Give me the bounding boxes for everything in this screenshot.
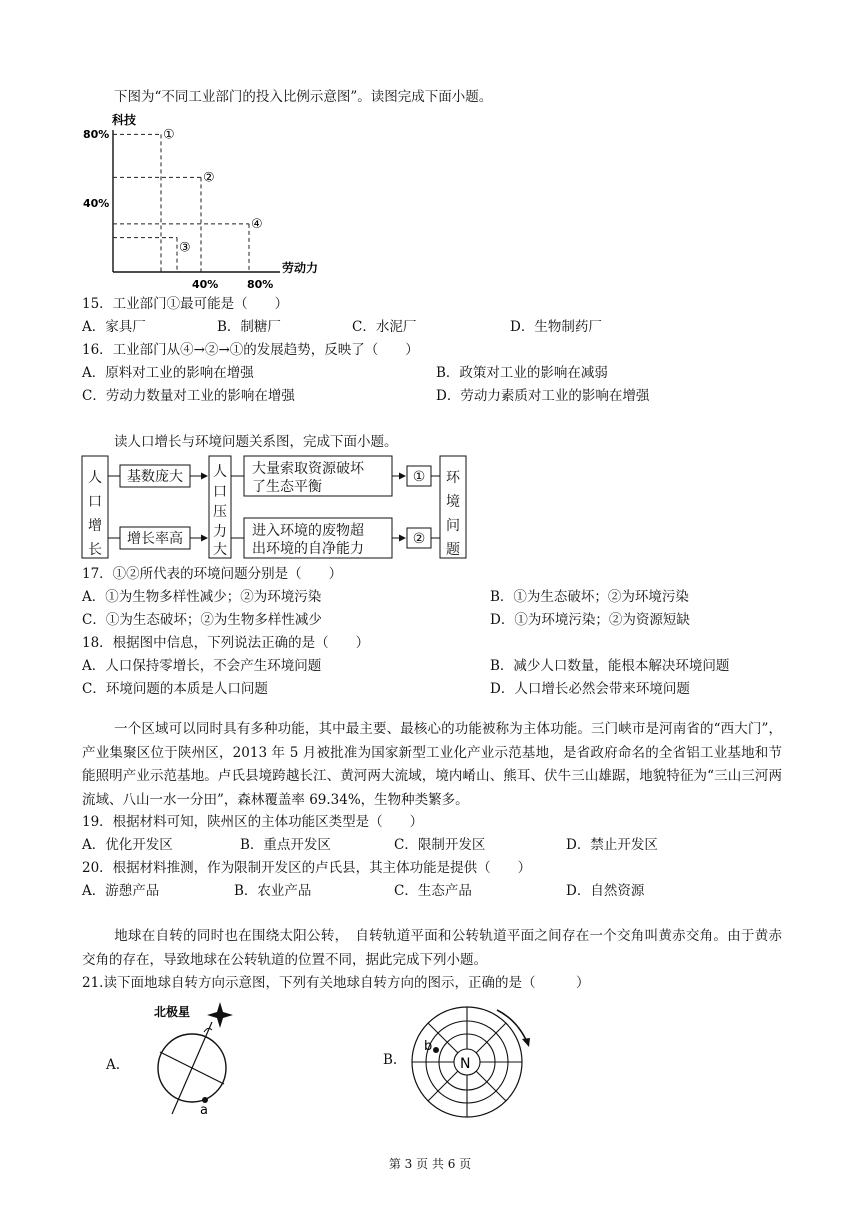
q19-option-c[interactable]: C．限制开发区 xyxy=(394,837,486,853)
svg-text:力: 力 xyxy=(213,524,227,540)
point-a-label: a xyxy=(200,1103,208,1115)
q17-option-b[interactable]: B．①为生态破坏；②为环境污染 xyxy=(490,589,689,605)
q19-option-b[interactable]: B．重点开发区 xyxy=(240,837,331,853)
equator-line xyxy=(160,1052,224,1084)
q20-option-a[interactable]: A．游憩产品 xyxy=(82,883,160,899)
q18-stem: 18．根据图中信息，下列说法正确的是（ ） xyxy=(82,635,370,651)
q18-option-d[interactable]: D．人口增长必然会带来环境问题 xyxy=(490,681,690,697)
rotation-direction-arrow-icon xyxy=(497,1010,527,1042)
page-footer: 第 3 页 共 6 页 xyxy=(388,1157,472,1171)
q21-option-a[interactable]: A. xyxy=(106,1057,121,1073)
svg-text:境: 境 xyxy=(446,494,460,510)
box-waste-desc-line1: 进入环境的废物超 xyxy=(252,523,364,539)
y-tick-80: 80% xyxy=(83,128,110,141)
q18-option-a[interactable]: A．人口保持零增长，不会产生环境问题 xyxy=(82,658,322,674)
point-b-dot xyxy=(433,1047,439,1053)
q15-option-d[interactable]: D．生物制药厂 xyxy=(510,319,602,335)
earth-rotation-figure-a xyxy=(148,1000,258,1115)
q19-stem: 19．根据材料可知，陕州区的主体功能区类型是（ ） xyxy=(82,814,424,830)
box-waste-desc-line2: 出环境的自净能力 xyxy=(252,541,364,557)
box-problem-1-text: ① xyxy=(412,469,426,485)
q17-option-c[interactable]: C．①为生态破坏；②为生物多样性减少 xyxy=(82,612,322,628)
q16-option-c[interactable]: C．劳动力数量对工业的影响在增强 xyxy=(82,388,295,404)
q15-option-a[interactable]: A．家具厂 xyxy=(82,319,146,335)
svg-text:人: 人 xyxy=(213,464,227,480)
q19-option-a[interactable]: A．优化开发区 xyxy=(82,837,173,853)
svg-text:大: 大 xyxy=(213,542,227,558)
marker-3: ③ xyxy=(179,240,191,256)
q20-option-d[interactable]: D．自然资源 xyxy=(566,883,645,899)
y-tick-40: 40% xyxy=(83,197,110,210)
x-tick-80: 80% xyxy=(247,278,274,291)
svg-text:压: 压 xyxy=(213,504,227,520)
box-resource-desc-line1: 大量索取资源破坏 xyxy=(252,461,364,477)
svg-text:长: 长 xyxy=(88,542,102,558)
q15-stem: 15．工业部门①最可能是（ ） xyxy=(82,296,289,312)
box-large-base-text: 基数庞大 xyxy=(127,469,183,485)
svg-text:题: 题 xyxy=(446,542,460,558)
point-b-label: b xyxy=(424,1039,433,1054)
earth-rotation-figure-b xyxy=(405,1000,535,1125)
q17-option-d[interactable]: D．①为环境污染；②为资源短缺 xyxy=(490,612,690,628)
box-high-rate-text: 增长率高 xyxy=(127,531,183,547)
population-environment-diagram xyxy=(80,454,470,562)
q20-option-c[interactable]: C．生态产品 xyxy=(394,883,472,899)
q16-option-a[interactable]: A．原料对工业的影响在增强 xyxy=(82,365,254,381)
svg-text:环: 环 xyxy=(446,470,460,486)
passage-obliquity: 地球在自转的同时也在围绕太阳公转， 自转轨道平面和公转轨道平面之间存在一个交角叫黄赤交角。由于黄赤交角的存在，导致地球在公转轨道的位置不同，据此完成下列小题。 xyxy=(82,928,782,968)
marker-1: ① xyxy=(163,127,175,143)
svg-text:口: 口 xyxy=(88,494,102,510)
box-population-growth-text: 人 xyxy=(88,470,102,486)
q19-option-d[interactable]: D．禁止开发区 xyxy=(566,837,658,853)
box-resource-desc-line2: 了生态平衡 xyxy=(252,479,322,495)
q21-stem: 21.读下面地球自转方向示意图，下列有关地球自转方向的图示，正确的是（ ） xyxy=(82,975,590,991)
marker-2: ② xyxy=(203,170,215,186)
polaris-label: 北极星 xyxy=(154,1005,191,1019)
q18-option-b[interactable]: B．减少人口数量，能根本解决环境问题 xyxy=(490,658,730,674)
chart-intro: 下图为“不同工业部门的投入比例示意图”。读图完成下面小题。 xyxy=(114,89,493,105)
marker-4: ④ xyxy=(251,216,263,232)
q20-stem: 20．根据材料推测，作为限制开发区的卢氏县，其主体功能是提供（ ） xyxy=(82,860,532,876)
svg-text:问: 问 xyxy=(446,518,460,534)
q18-option-c[interactable]: C．环境问题的本质是人口问题 xyxy=(82,681,268,697)
diagram-intro: 读人口增长与环境问题关系图，完成下面小题。 xyxy=(114,434,398,450)
x-tick-40: 40% xyxy=(192,278,219,291)
q16-stem: 16．工业部门从④→②→①的发展趋势，反映了（ ） xyxy=(82,342,419,358)
y-axis-label: 科技 xyxy=(112,113,137,127)
svg-text:口: 口 xyxy=(213,484,227,500)
q15-option-c[interactable]: C．水泥厂 xyxy=(352,319,417,335)
x-axis-label: 劳动力 xyxy=(282,261,319,275)
q17-option-a[interactable]: A．①为生物多样性减少；②为环境污染 xyxy=(82,589,322,605)
svg-text:增: 增 xyxy=(88,518,102,534)
north-pole-label: N xyxy=(460,1056,471,1072)
q15-option-b[interactable]: B．制糖厂 xyxy=(217,319,281,335)
q17-stem: 17．①②所代表的环境问题分别是（ ） xyxy=(82,566,343,582)
q16-option-b[interactable]: B．政策对工业的影响在减弱 xyxy=(436,365,608,381)
industry-input-chart xyxy=(80,112,340,292)
box-problem-2-text: ② xyxy=(412,531,426,547)
q20-option-b[interactable]: B．农业产品 xyxy=(234,883,312,899)
passage-function-zones: 一个区域可以同时具有多种功能，其中最主要、最核心的功能被称为主体功能。三门峡市是河南省的“西大门”，产业集聚区位于陕州区，2013 年 5 月被批准为国家新型工业化产业示范基地，是省政府命名的全省铝工业基地和节能照明产业示范基地。卢氏县境跨越长江、黄河两大流域，境内崤山、熊耳、伏牛三山雄踞，地貌特征为“三山三河两流域、八山一水一分田”，森林覆盖率 69.34%，生物种类繁多。 xyxy=(82,721,782,808)
q21-option-b[interactable]: B. xyxy=(383,1052,398,1068)
q16-option-d[interactable]: D．劳动力素质对工业的影响在增强 xyxy=(436,388,650,404)
